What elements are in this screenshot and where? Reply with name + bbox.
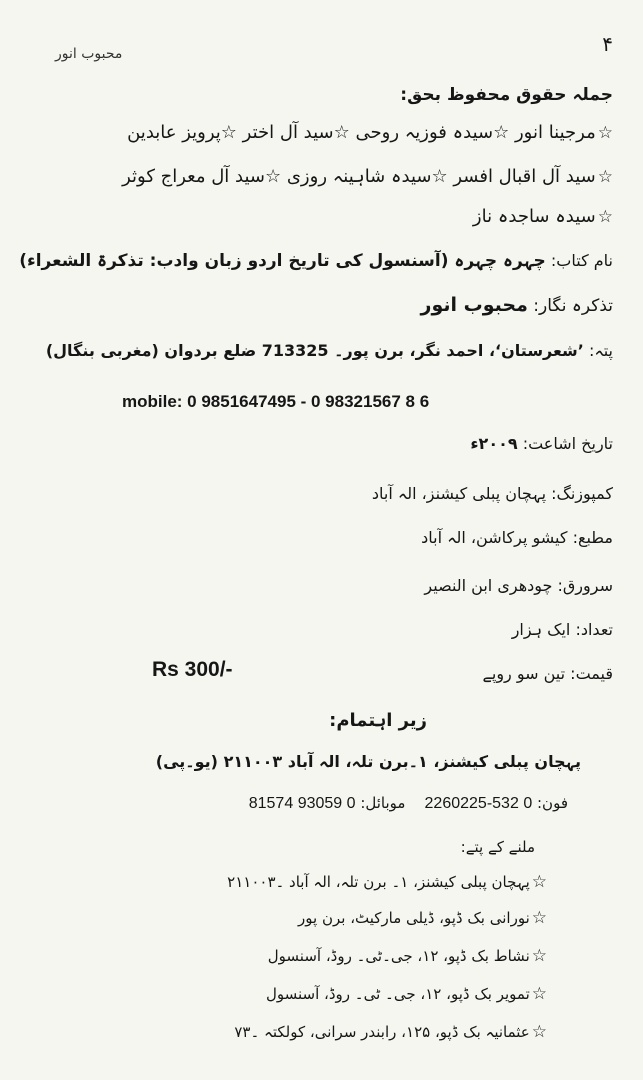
availability-address: ☆تمویر بک ڈپو، ۱۲، جی۔ ٹی۔ روڈ، آسنسول: [265, 984, 547, 1004]
price-rs: Rs 300/-: [152, 658, 233, 681]
mobile-numbers: mobile: 0 9851647495 - 0 98321567 8 6: [122, 392, 430, 411]
phone-label: فون:: [537, 794, 568, 812]
availability-address: ☆نشاط بک ڈپو، ۱۲، جی۔ٹی۔ روڈ، آسنسول: [267, 946, 547, 966]
address-label: پتہ:: [588, 341, 613, 360]
star-icon: ☆: [531, 946, 547, 966]
star-icon: ☆: [531, 908, 547, 928]
copyright-heading: جملہ حقوق محفوظ بحق:: [400, 85, 613, 105]
composing-label: کمپوزنگ:: [551, 484, 613, 503]
printer-row: [421, 528, 613, 547]
cover-row: [424, 576, 613, 595]
book-name-label: نام کتاب:: [550, 251, 613, 270]
pub-date-row: [470, 434, 613, 453]
copyright-line-2: ☆سید آل اقبال افسر ☆سیدہ شاہینہ روزی ☆سید آل معراج کوثر: [122, 166, 613, 187]
price-value: تین سو روپے: [482, 664, 566, 683]
publisher-heading: زیر اہتمام:: [329, 710, 427, 731]
mobile-value: 0 93059 81574: [248, 795, 356, 812]
printer-label: مطبع:: [572, 528, 613, 547]
star-icon: ☆: [531, 872, 547, 892]
compiler-label: تذکرہ نگار:: [533, 296, 613, 316]
star-icon: ☆: [531, 984, 547, 1004]
quantity-row: [512, 620, 613, 639]
address-row: [46, 341, 613, 360]
cover-label: سرورق:: [557, 576, 613, 595]
composing-value: پہچان پبلی کیشنز، الہ آباد: [371, 484, 547, 503]
compiler-value: محبوب انور: [420, 294, 528, 316]
cover-value: چودھری ابن النصیر: [424, 576, 553, 595]
phone-value: 0 532-2260225: [424, 795, 533, 812]
price-row: [482, 664, 613, 683]
header-author-name: محبوب انور: [55, 46, 123, 62]
quantity-label: تعداد:: [575, 620, 613, 639]
availability-address: ☆پہچان پبلی کیشنز، ۱۔ برن تلہ، الہ آباد ۔۲۱۱۰۰۳: [227, 872, 547, 892]
book-name-value: چہرہ چہرہ (آسنسول کی تاریخ اردو زبان وادب: تذکرۃ الشعراء): [19, 251, 546, 271]
price-label: قیمت:: [570, 664, 613, 683]
page-number: ۴: [602, 32, 613, 56]
publisher-name-line: پہچان پبلی کیشنز، ۱۔برن تلہ، الہ آباد ۲۱۱۰۰۳ (یو۔پی): [155, 752, 581, 771]
mobile-label: موبائل:: [360, 794, 406, 812]
compiler-row: [421, 294, 613, 316]
pub-date-value: ۲۰۰۹ء: [470, 434, 518, 453]
star-icon: ☆: [597, 167, 613, 187]
quantity-value: ایک ہزار: [511, 620, 571, 639]
availability-address: ☆عثمانیہ بک ڈپو، ۱۲۵، رابندر سرانی، کولکتہ ۔۷۳: [234, 1022, 547, 1042]
star-icon: ☆: [597, 123, 613, 143]
book-name-row: [19, 250, 613, 271]
star-icon: ☆: [531, 1022, 547, 1042]
copyright-line-1: ☆مرجینا انور ☆سیدہ فوزیہ روحی ☆سید آل اختر ☆پرویز عابدین: [127, 122, 613, 143]
publisher-phone-row: [249, 794, 568, 813]
composing-row: [372, 484, 613, 503]
copyright-line-3: ☆سیدہ ساجدہ ناز: [472, 206, 613, 227]
availability-address: ☆نورانی بک ڈپو، ڈیلی مارکیٹ، برن پور: [298, 908, 547, 928]
printer-value: کیشو پرکاشن، الہ آباد: [421, 528, 568, 547]
availability-heading: ملنے کے پتے:: [460, 838, 535, 856]
address-value: ’شعرستان‘، احمد نگر، برن پور۔ 713325 ضلع بردوان (مغربی بنگال): [45, 341, 584, 360]
star-icon: ☆: [597, 207, 613, 227]
pub-date-label: تاریخ اشاعت:: [522, 434, 613, 453]
